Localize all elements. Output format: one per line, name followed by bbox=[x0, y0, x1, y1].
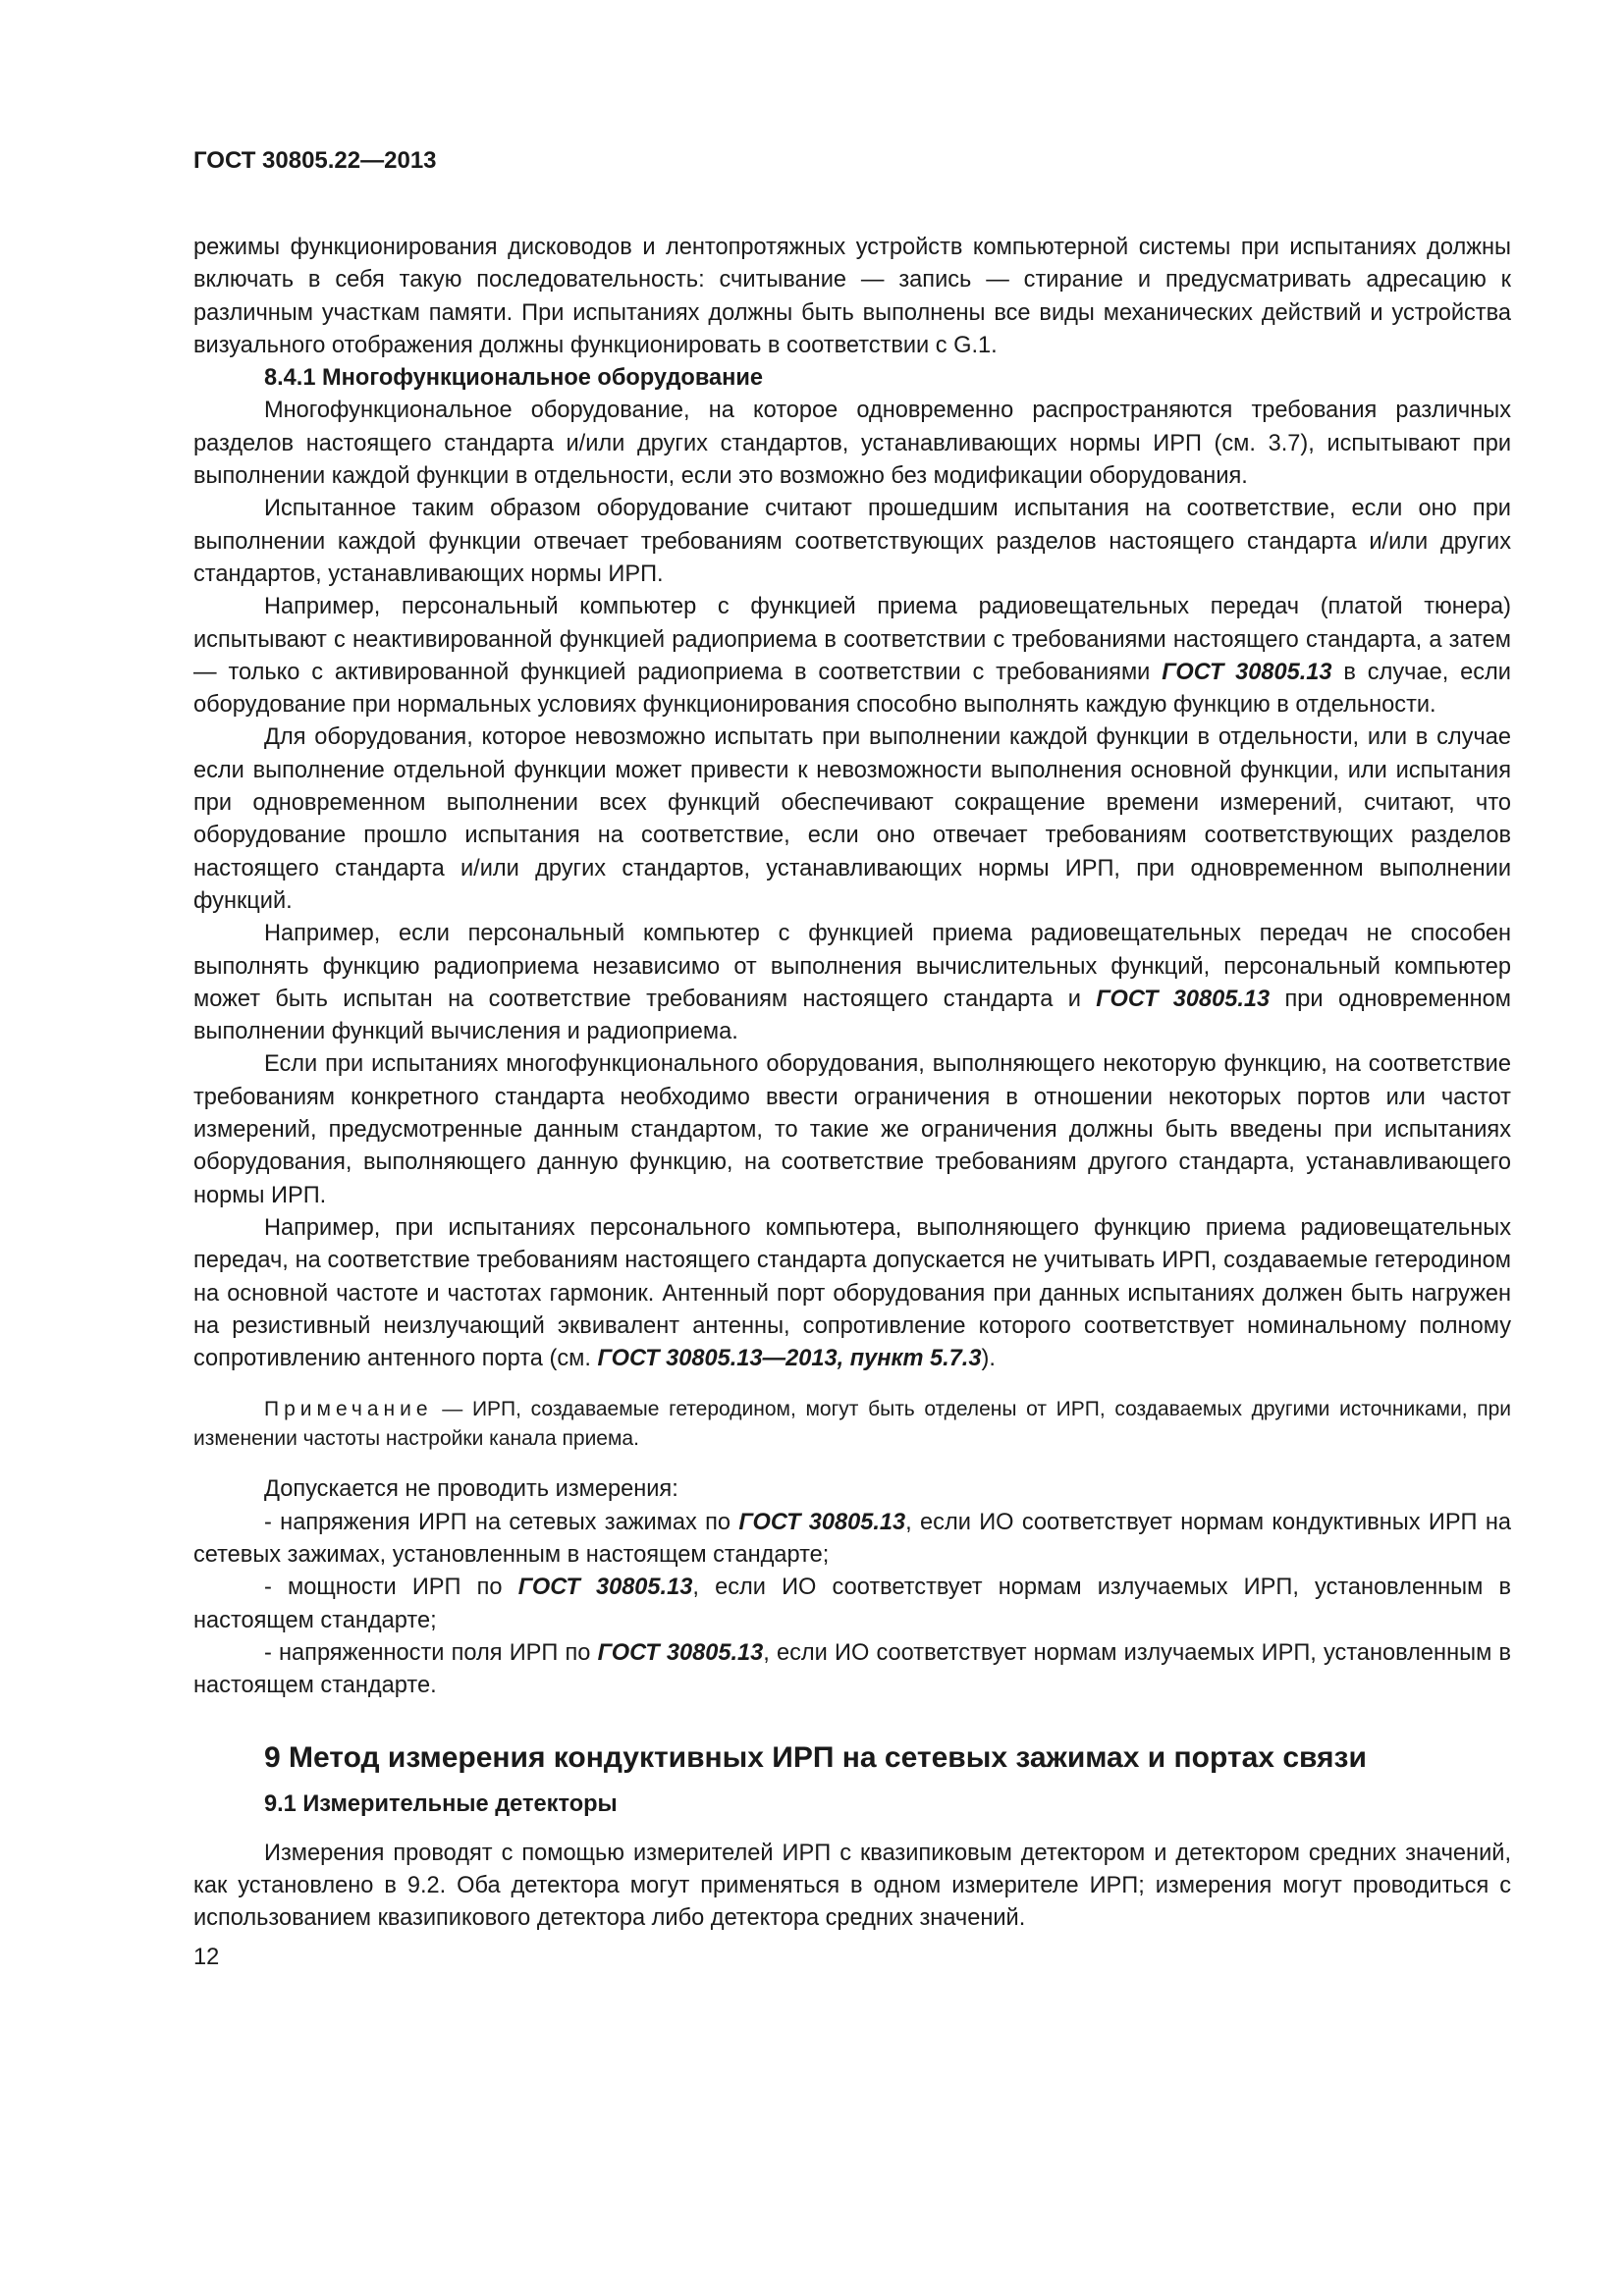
page-number: 12 bbox=[193, 1944, 220, 1970]
note-paragraph: Примечание — ИРП, создаваемые гетеродином, могут быть отделены от ИРП, создаваемых другими источниками, при изменении частоты настройки канала приема. bbox=[193, 1398, 1511, 1451]
list-item: - напряжения ИРП на сетевых зажимах по ГОСТ 30805.13, если ИО соответствует нормам кондуктивных ИРП на сетевых зажимах, установленным в настоящем стандарте; bbox=[193, 1509, 1511, 1568]
paragraph-example-3: Например, при испытаниях персонального компьютера, выполняющего функцию приема радиовещательных передач, на соответствие требованиям настоящего стандарта допускается не учитывать ИРП, создаваемые гетеродином на основной частоте и частотах гармоник. Антенный порт оборудования при данных испытаниях должен быть нагружен на резистивный неизлучающий эквивалент антенны, сопротивление которого соответствует номинальному полному сопротивлению антенного порта (см. ГОСТ 30805.13—2013, пункт 5.7.3). bbox=[193, 1214, 1511, 1372]
paragraph-multifunction-2: Испытанное таким образом оборудование считают прошедшим испытания на соответствие, если оно при выполнении каждой функции отвечает требованиям соответствующих разделов настоящего стандарта и/или других стандартов, устанавливающих нормы ИРП. bbox=[193, 496, 1511, 587]
paragraph-detectors: Измерения проводят с помощью измерителей ИРП с квазипиковым детектором и детектором средних значений, как установлено в 9.2. Оба детектора могут применяться в одном измерителе ИРП; измерения могут проводиться с использованием квазипикового детектора либо детектора средних значений. bbox=[193, 1840, 1511, 1932]
standard-reference: ГОСТ 30805.13 bbox=[517, 1575, 693, 1601]
standard-reference: ГОСТ 30805.13 bbox=[597, 1639, 764, 1666]
section-8-4-1-title: 8.4.1 Многофункциональное оборудование bbox=[264, 365, 764, 392]
standard-reference: ГОСТ 30805.13 bbox=[738, 1509, 906, 1535]
document-header: ГОСТ 30805.22—2013 bbox=[193, 147, 437, 174]
list-item: - напряженности поля ИРП по ГОСТ 30805.13, если ИО соответствует нормам излучаемых ИРП, установленным в настоящем стандарте. bbox=[193, 1639, 1511, 1699]
standard-reference: ГОСТ 30805.13—2013, пункт 5.7.3 bbox=[597, 1346, 982, 1372]
standard-reference: ГОСТ 30805.13 bbox=[1162, 659, 1332, 685]
section-9-1-title: 9.1 Измерительные детекторы bbox=[264, 1791, 618, 1818]
paragraph-example-2: Например, если персональный компьютер с функцией приема радиовещательных передач не способен выполнять функцию радиоприема независимо от выполнения вычислительных функций, персональный компьютер может быть испытан на соответствие требованиям настоящего стандарта и ГОСТ 30805.13 при одновременном выполнении функций вычисления и радиоприема. bbox=[193, 921, 1512, 1045]
paragraph-multifunction-6: Если при испытаниях многофункционального оборудования, выполняющего некоторую функцию, на соответствие требованиям конкретного стандарта необходимо ввести ограничения в отношении некоторых портов или частот измерений, предусмотренные данным стандартом, то такие же ограничения должны быть введены при испытаниях оборудования, выполняющего данную функцию, на соответствие требованиям другого стандарта, устанавливающего нормы ИРП. bbox=[193, 1051, 1511, 1208]
intro-paragraph: режимы функционирования дисководов и лентопротяжных устройств компьютерной системы при испытаниях должны включать в себя такую последовательность: считывание — запись — стирание и предусматривать адресацию к различным участкам памяти. При испытаниях должны быть выполнены все виды механических действий и устройства визуального отображения должны функционировать в соответствии с G.1. bbox=[193, 235, 1511, 358]
list-item: - мощности ИРП по ГОСТ 30805.13, если ИО соответствует нормам излучаемых ИРП, установленным в настоящем стандарте; bbox=[193, 1575, 1511, 1633]
paragraph-example-1: Например, персональный компьютер с функцией приема радиовещательных передач (платой тюнера) испытывают с неактивированной функцией радиоприема в соответствии с требованиями настоящего стандарта, а затем — только с активированной функцией радиоприема в соответствии с требованиями ГОСТ 30805.13 в случае, если оборудование при нормальных условиях функционирования способно выполнять каждую функцию в отдельности. bbox=[193, 594, 1511, 719]
paragraph-multifunction-1: Многофункциональное оборудование, на которое одновременно распространяются требования различных разделов настоящего стандарта и/или других стандартов, устанавливающих нормы ИРП (см. 3.7), испытывают при выполнении каждой функции в отдельности, если это возможно без модификации оборудования. bbox=[193, 398, 1511, 490]
standard-reference: ГОСТ 30805.13 bbox=[1096, 986, 1271, 1012]
section-9-title: 9 Метод измерения кондуктивных ИРП на сетевых зажимах и портах связи bbox=[264, 1741, 1367, 1775]
document-page bbox=[193, 147, 1511, 1974]
paragraph-multifunction-4: Для оборудования, которое невозможно испытать при выполнении каждой функции в отдельности, или в случае если выполнение отдельной функции может привести к невозможности выполнения основной функции, или испытания при одновременном выполнении всех функций обеспечивают сокращение времени измерений, считают, что оборудование прошло испытания на соответствие, если оно отвечает требованиям соответствующих разделов настоящего стандарта и/или других стандартов, устанавливающих нормы ИРП, при одновременном выполнении функций. bbox=[193, 724, 1511, 914]
allow-intro: Допускается не проводить измерения: bbox=[264, 1476, 678, 1503]
note-label: Примечание bbox=[264, 1398, 433, 1421]
